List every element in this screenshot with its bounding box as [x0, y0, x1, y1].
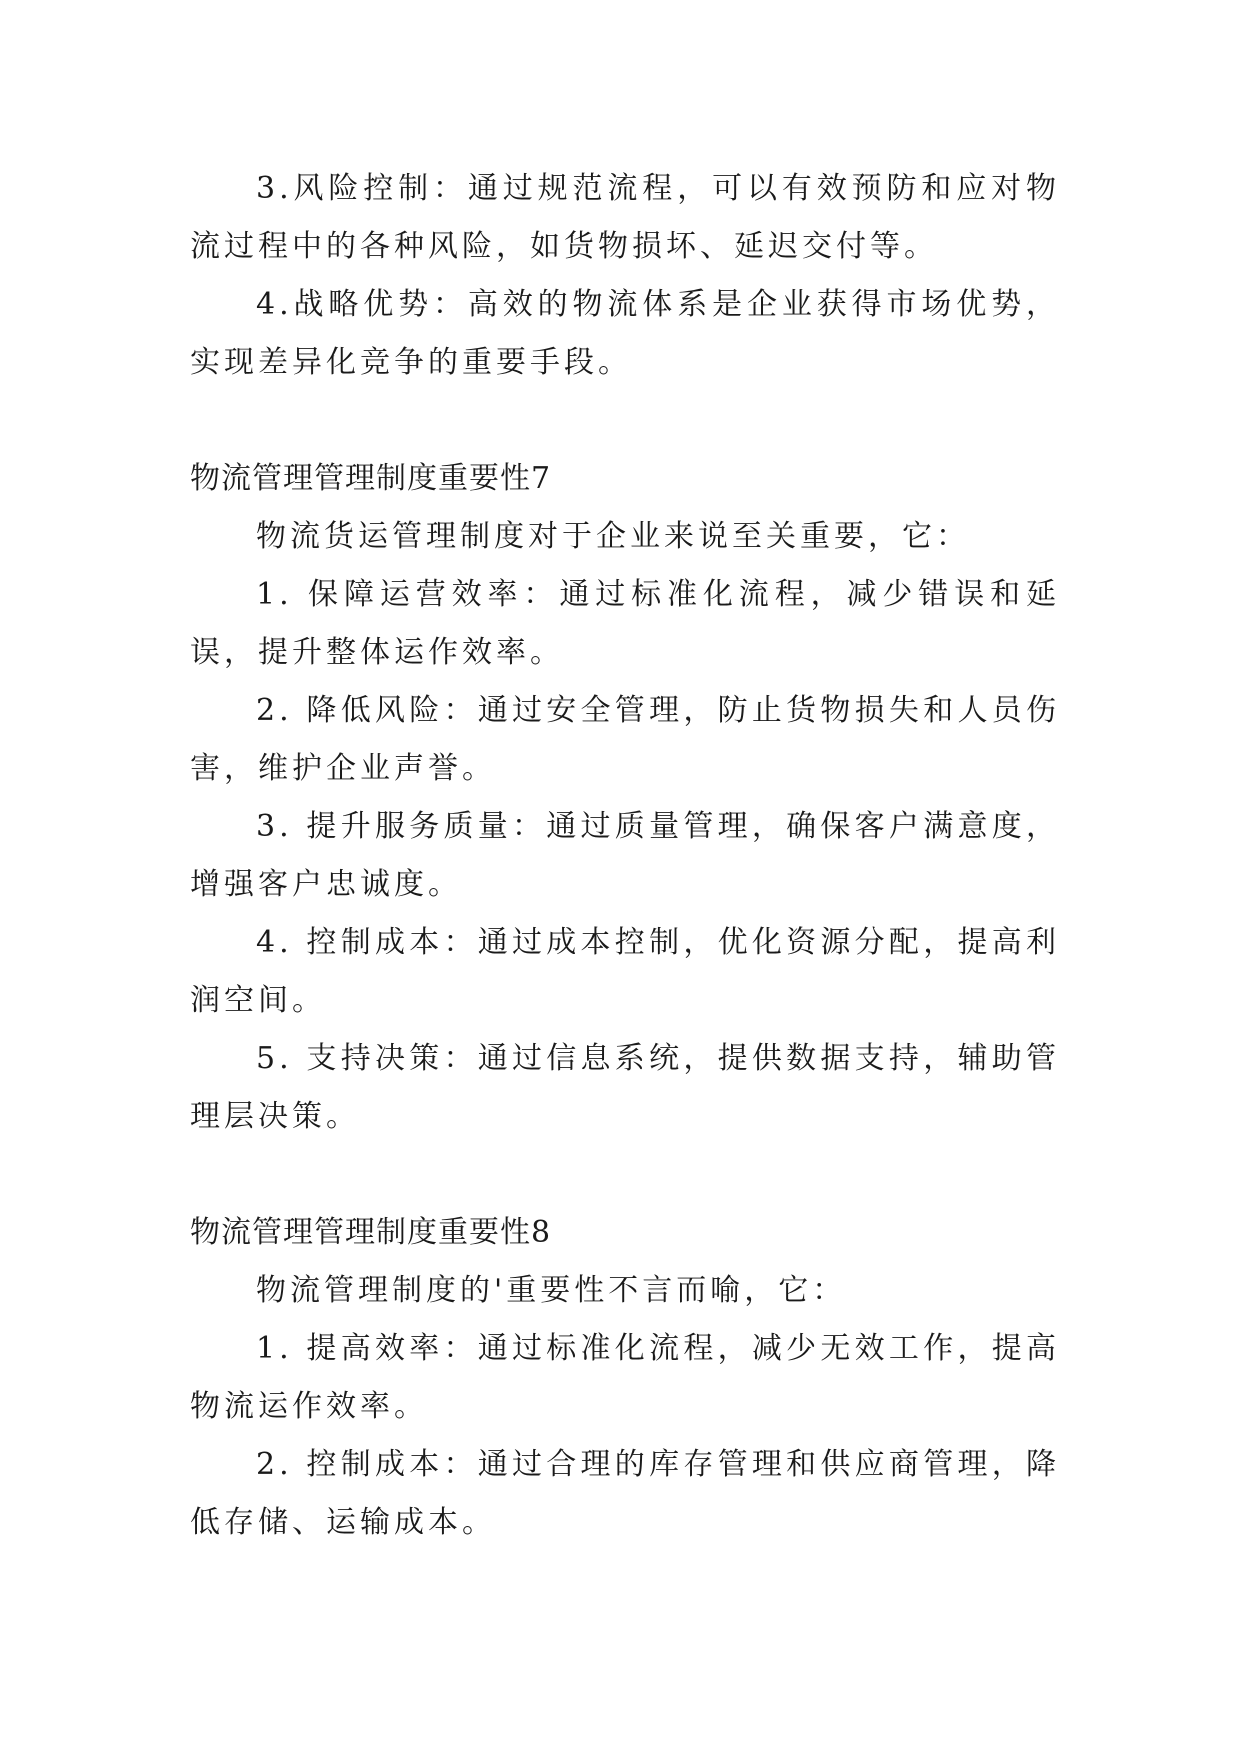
section-heading-7: 物流管理管理制度重要性7 [190, 461, 552, 496]
section-7-item-3: 3. 提升服务质量：通过质量管理，确保客户满意度，增强客户忠诚度。 [190, 809, 1060, 902]
document-body [190, 160, 1060, 1552]
section-8-item-2: 2. 控制成本：通过合理的库存管理和供应商管理，降低存储、运输成本。 [190, 1447, 1060, 1540]
section-7-item-2: 2. 降低风险：通过安全管理，防止货物损失和人员伤害，维护企业声誉。 [190, 693, 1060, 786]
section-8-item-1: 1. 提高效率：通过标准化流程，减少无效工作，提高物流运作效率。 [190, 1331, 1060, 1424]
paragraph-risk-control: 3.风险控制：通过规范流程，可以有效预防和应对物流过程中的各种风险，如货物损坏、延迟交付等。 [190, 171, 1060, 264]
section-8-intro: 物流管理制度的'重要性不言而喻，它： [256, 1273, 847, 1308]
section-7-item-4: 4. 控制成本：通过成本控制，优化资源分配，提高利润空间。 [190, 925, 1060, 1018]
section-7-item-1: 1. 保障运营效率：通过标准化流程，减少错误和延误，提升整体运作效率。 [190, 577, 1060, 670]
section-spacer [190, 1146, 1060, 1204]
section-7-intro: 物流货运管理制度对于企业来说至关重要，它： [256, 519, 970, 554]
section-7-item-5: 5. 支持决策：通过信息系统，提供数据支持，辅助管理层决策。 [190, 1041, 1060, 1134]
section-heading-8: 物流管理管理制度重要性8 [190, 1215, 552, 1250]
paragraph-strategic-advantage: 4.战略优势：高效的物流体系是企业获得市场优势，实现差异化竞争的重要手段。 [190, 287, 1060, 380]
section-spacer [190, 392, 1060, 450]
